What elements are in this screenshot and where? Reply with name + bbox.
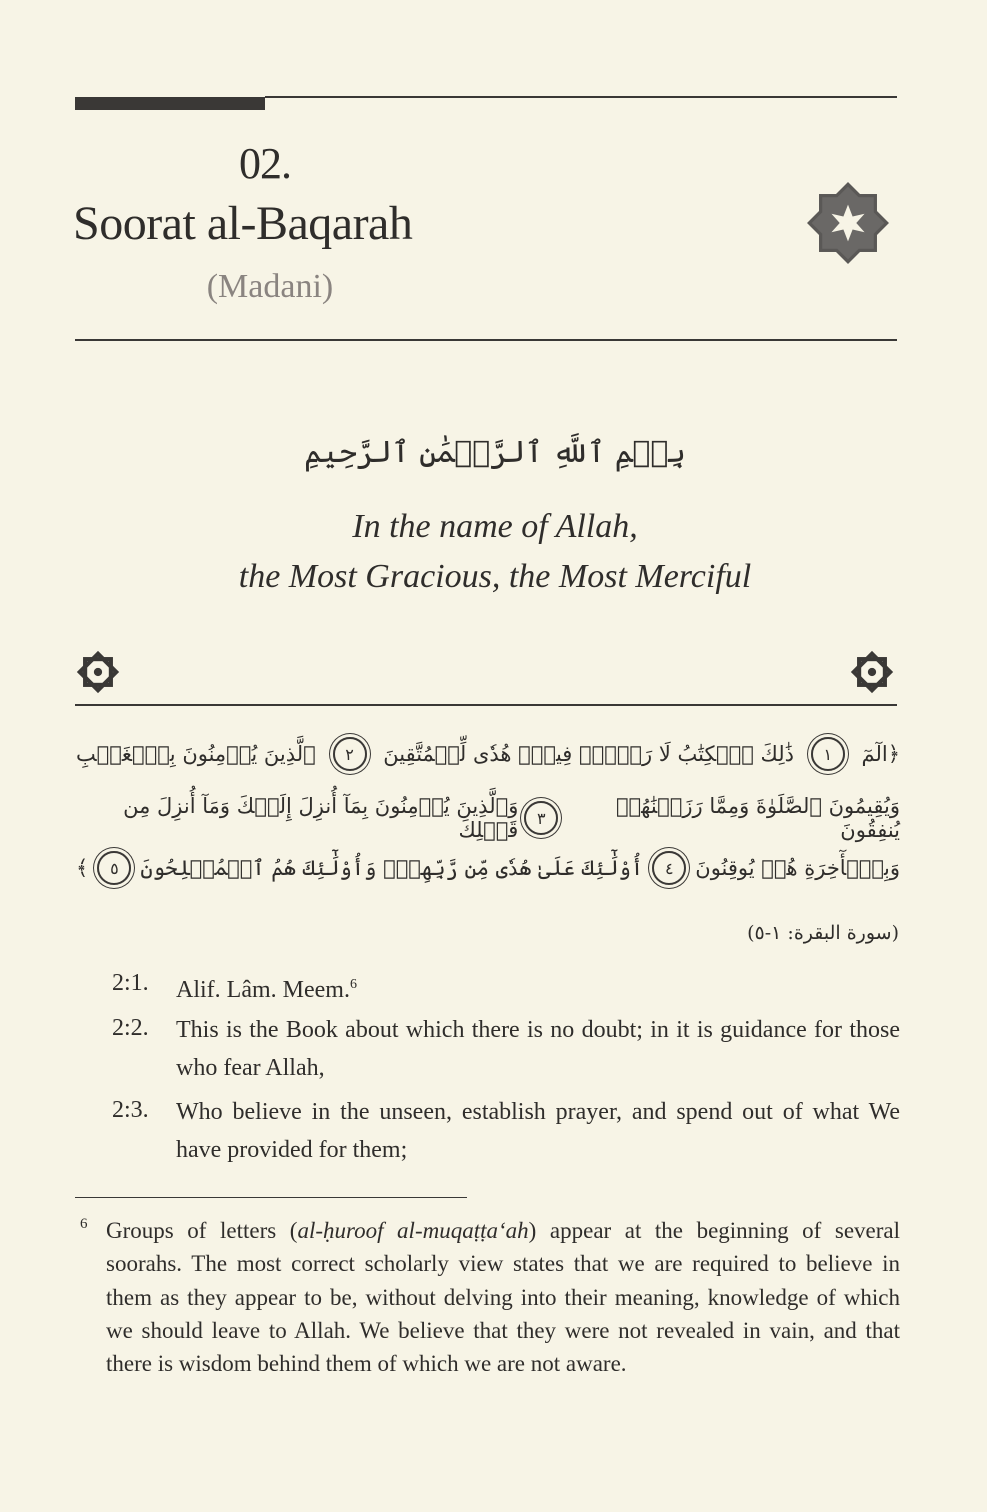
title-divider bbox=[75, 339, 897, 341]
arabic-verse-text: ذَٰلِكَ ٱلۡكِتَٰبُ لَا رَيۡبَۛ فِيهِۛ هُدٗى لِّلۡمُتَّقِينَ bbox=[383, 742, 794, 766]
basmala-english-line1: In the name of Allah, bbox=[352, 508, 638, 545]
header-rule bbox=[265, 96, 897, 98]
star-emblem-icon bbox=[802, 177, 894, 269]
header-bar bbox=[75, 97, 265, 110]
footnote-text-part: Groups of letters ( bbox=[106, 1218, 298, 1243]
chapter-number: 02. bbox=[239, 139, 291, 188]
verse-number: 2:2. bbox=[112, 1015, 149, 1041]
verse-number: 2:3. bbox=[112, 1097, 149, 1123]
verse-text bbox=[176, 966, 900, 1009]
arabic-verse-text: ﴿الٓمٓ bbox=[861, 742, 900, 766]
footnote-text-part: ) appear at the beginning of several soorahs. The most correct scholarly view states that we are required to believe in them as they appear to be, without delving into their meaning, knowledge of which we should leave to Allah. We believe that they were not revealed in vain, and that there is wisdom behind them of which we are not aware. bbox=[106, 1218, 900, 1377]
footnote-term: al-ḥuroof al-muqaṭṭa‘ah bbox=[297, 1218, 529, 1243]
arabic-verse-text: ٱلَّذِينَ يُؤۡمِنُونَ بِٱلۡغَيۡبِ bbox=[76, 742, 316, 766]
arabic-reference: (سورة البقرة: ١-٥) bbox=[747, 922, 899, 944]
ayah-marker: ٢ bbox=[333, 737, 367, 771]
footnote-mark: 6 bbox=[80, 1216, 88, 1232]
ayah-marker: ٤ bbox=[652, 851, 686, 885]
ayah-marker: ٣ bbox=[524, 801, 558, 835]
footnote-rule bbox=[75, 1197, 467, 1198]
footnote-ref: 6 bbox=[349, 977, 357, 992]
ornament-left-icon bbox=[75, 649, 121, 695]
arabic-line-1 bbox=[76, 737, 900, 771]
arabic-verse-text: وَبِٱلۡأٓخِرَةِ هُمۡ يُوقِنُونَ bbox=[695, 856, 900, 880]
arabic-verse-text: ﴾ bbox=[76, 856, 89, 880]
arabic-verse-text: وَيُقِيمُونَ ٱلصَّلَوٰةَ وَمِمَّا رَزَقۡنَٰهُمۡ يُنفِقُونَ bbox=[615, 794, 900, 842]
chapter-type: (Madani) bbox=[206, 268, 334, 305]
verse-text: This is the Book about which there is no doubt; in it is guidance for those who fear Allah, bbox=[176, 1017, 900, 1081]
footnote-text bbox=[106, 1214, 900, 1380]
ornament-right-icon bbox=[849, 649, 895, 695]
chapter-title: Soorat al-Baqarah bbox=[73, 197, 413, 250]
verse-text-content: Alif. Lâm. Meem. bbox=[176, 977, 350, 1003]
basmala-arabic: بِسۡمِ ٱللَّهِ ٱلرَّحۡمَٰنِ ٱلرَّحِيمِ bbox=[304, 435, 686, 470]
basmala-english-line2: the Most Gracious, the Most Merciful bbox=[238, 558, 752, 595]
ayah-marker: ٥ bbox=[97, 851, 131, 885]
arabic-verse-text: أُوْلَٰٓئِكَ عَلَىٰ هُدٗى مِّن رَّبِّهِمۡۖ وَأُوْلَٰٓئِكَ هُمُ ٱلۡمُفۡلِحُونَ bbox=[140, 856, 644, 880]
verse-number: 2:1. bbox=[112, 970, 149, 996]
arabic-line-2 bbox=[76, 794, 900, 842]
arabic-line-3 bbox=[76, 851, 900, 885]
verses-divider bbox=[75, 704, 897, 706]
arabic-verse-text: وَٱلَّذِينَ يُؤۡمِنُونَ بِمَآ أُنزِلَ إِلَيۡكَ وَمَآ أُنزِلَ مِن قَبۡلِكَ bbox=[123, 794, 519, 842]
verse-text: Who believe in the unseen, establish prayer, and spend out of what We have provided for them; bbox=[176, 1099, 900, 1163]
ayah-marker: ١ bbox=[811, 737, 845, 771]
